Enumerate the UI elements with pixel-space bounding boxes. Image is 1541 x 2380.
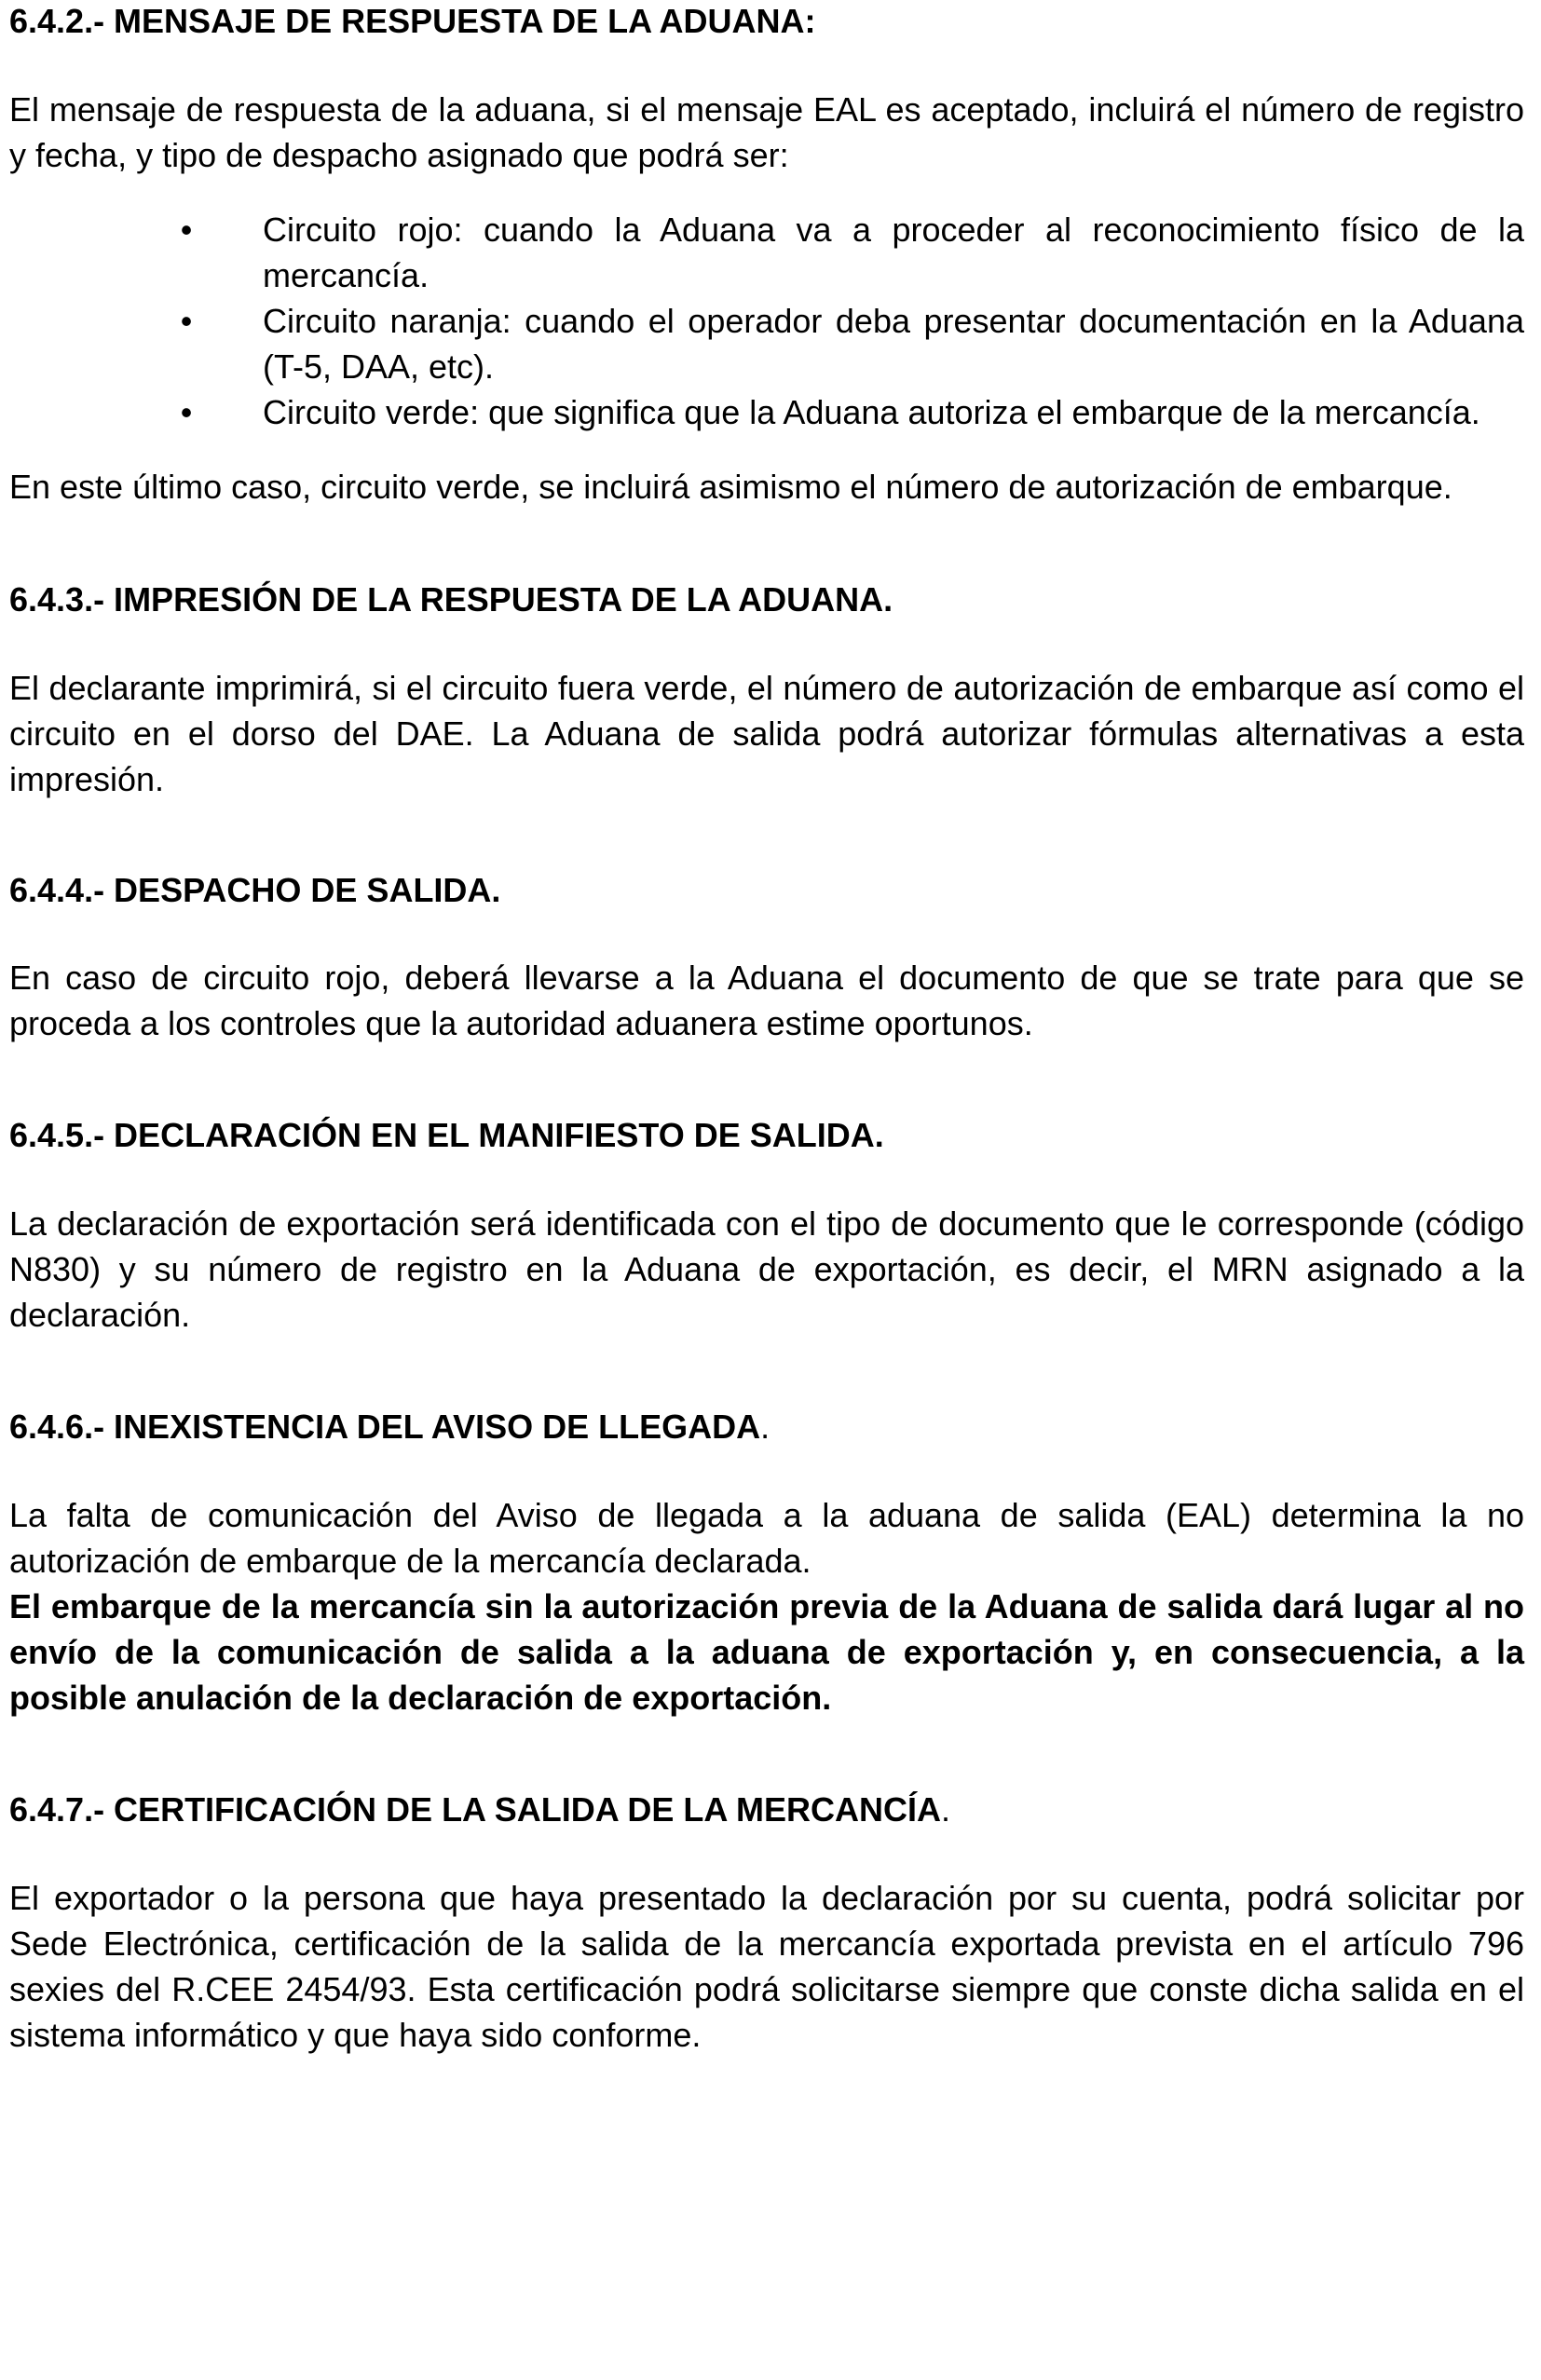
section-body-bold-6-4-6: El embarque de la mercancía sin la autorización previa de la Aduana de salida dará lugar al no envío de la comunicación de salida a la aduana de exportación y, en consecuencia, a la posible anulación de la declaración de exportación. xyxy=(9,1587,1524,1717)
bullet-icon: • xyxy=(180,393,193,431)
section-body-6-4-3: El declarante imprimirá, si el circuito fuera verde, el número de autorización de embarque así como el circuito en el dorso del DAE. La Aduana de salida podrá autorizar fórmulas alternativas a esta impresión. xyxy=(9,669,1524,798)
section-heading-6-4-2: 6.4.2.- MENSAJE DE RESPUESTA DE LA ADUANA: xyxy=(9,2,816,40)
list-item-text: Circuito verde: que significa que la Aduana autoriza el embarque de la mercancía. xyxy=(263,393,1480,431)
section-heading-6-4-6 xyxy=(9,1404,1524,1449)
heading-period: . xyxy=(760,1408,770,1446)
heading-text: 6.4.6.- INEXISTENCIA DEL AVISO DE LLEGADA xyxy=(9,1408,761,1446)
heading-text: 6.4.7.- CERTIFICACIÓN DE LA SALIDA DE LA MERCANCÍA xyxy=(9,1790,942,1829)
section-heading-6-4-7 xyxy=(9,1787,1524,1832)
section-body-6-4-5: La declaración de exportación será identificada con el tipo de documento que le corresponde (código N830) y su número de registro en la Aduana de exportación, es decir, el MRN asignado a la declaración. xyxy=(9,1204,1524,1334)
list-item-text: Circuito naranja: cuando el operador deba presentar documentación en la Aduana (T-5, DAA, etc). xyxy=(263,302,1524,386)
list-item-text: Circuito rojo: cuando la Aduana va a proceder al reconocimiento físico de la mercancía. xyxy=(263,211,1524,294)
list-item xyxy=(9,389,1524,435)
bullet-icon: • xyxy=(180,211,193,249)
section-body-6-4-6: La falta de comunicación del Aviso de llegada a la aduana de salida (EAL) determina la no autorización de embarque de la mercancía declarada. xyxy=(9,1496,1524,1580)
section-heading-6-4-4: 6.4.4.- DESPACHO DE SALIDA. xyxy=(9,871,501,909)
section-closing-6-4-2: En este último caso, circuito verde, se incluirá asimismo el número de autorización de embarque. xyxy=(9,468,1452,506)
list-item xyxy=(9,207,1524,298)
heading-period: . xyxy=(941,1790,951,1829)
section-heading-6-4-5: 6.4.5.- DECLARACIÓN EN EL MANIFIESTO DE SALIDA. xyxy=(9,1116,884,1154)
document-page xyxy=(9,0,1524,2058)
list-item xyxy=(9,298,1524,389)
section-intro-6-4-2: El mensaje de respuesta de la aduana, si el mensaje EAL es aceptado, incluirá el número de registro y fecha, y tipo de despacho asignado que podrá ser: xyxy=(9,90,1524,174)
section-body-6-4-7: El exportador o la persona que haya presentado la declaración por su cuenta, podrá solicitar por Sede Electrónica, certificación de la salida de la mercancía exportada prevista en el artículo 796 sexies del R.CEE 2454/93. Esta certificación podrá solicitarse siempre que conste dicha salida en el sistema informático y que haya sido conforme. xyxy=(9,1879,1524,2054)
dispatch-circuit-list xyxy=(9,207,1524,435)
bullet-icon: • xyxy=(180,302,193,340)
section-heading-6-4-3: 6.4.3.- IMPRESIÓN DE LA RESPUESTA DE LA ADUANA. xyxy=(9,580,893,619)
section-body-6-4-4: En caso de circuito rojo, deberá llevarse a la Aduana el documento de que se trate para que se proceda a los controles que la autoridad aduanera estime oportunos. xyxy=(9,959,1524,1042)
